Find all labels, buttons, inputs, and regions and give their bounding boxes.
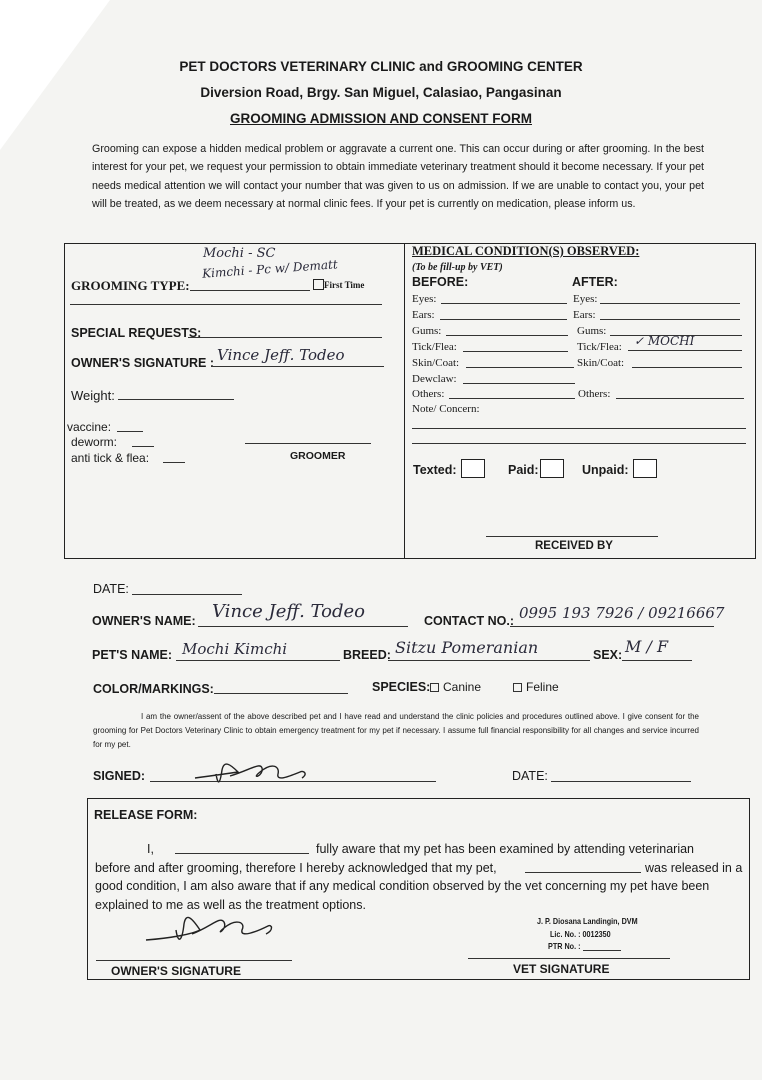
before-gums-label: Gums: <box>412 325 442 337</box>
date2-label: DATE: <box>512 769 548 783</box>
after-tick-line <box>628 350 742 351</box>
canine-checkbox[interactable] <box>430 683 439 692</box>
contact-value: 0995 193 7926 / 09216667 <box>519 604 725 622</box>
grooming-type-label: GROOMING TYPE: <box>71 278 190 293</box>
vet-name: J. P. Diosana Landingin, DVM <box>537 916 638 926</box>
canine-label: Canine <box>443 680 482 694</box>
release-text-4: was released in a <box>645 861 743 875</box>
after-ears-label: Ears: <box>573 309 596 321</box>
owner-signature-value: Vince Jeff. Todeo <box>217 346 345 364</box>
before-eyes-line <box>441 303 567 304</box>
pet-name-label: PET'S NAME: <box>92 648 173 662</box>
vet-ptr-line <box>583 950 621 951</box>
after-gums-label: Gums: <box>577 325 607 337</box>
release-text-1: I, <box>147 842 154 856</box>
sex-line <box>622 660 692 661</box>
after-label: AFTER: <box>572 275 618 289</box>
before-ears-line <box>440 319 567 320</box>
medical-title: MEDICAL CONDITION(S) OBSERVED: <box>412 244 640 258</box>
breed-label: BREED: <box>343 648 391 662</box>
grooming-extra-line <box>70 304 382 305</box>
after-eyes-line <box>600 303 740 304</box>
dewclaw-label: Dewclaw: <box>412 373 457 385</box>
owner-signature-label-bottom: OWNER'S SIGNATURE <box>111 964 241 978</box>
canine-option[interactable] <box>430 680 481 694</box>
note-line-1 <box>412 428 746 429</box>
owner-signature-line-bottom <box>96 960 292 961</box>
after-skin-label: Skin/Coat: <box>577 357 625 369</box>
weight-label: Weight: <box>71 388 115 403</box>
clinic-address: Diversion Road, Brgy. San Miguel, Calasiao, Pangasinan <box>200 85 562 100</box>
after-eyes-label: Eyes: <box>573 293 598 305</box>
color-markings-line <box>214 693 348 694</box>
first-time-label: First Time <box>324 280 365 290</box>
before-others-label: Others: <box>412 388 445 400</box>
weight-line <box>118 399 234 400</box>
owner-signature-scribble <box>190 756 315 788</box>
before-tick-label: Tick/Flea: <box>412 341 457 353</box>
after-tick-label: Tick/Flea: <box>577 341 622 353</box>
received-by-line <box>486 536 658 537</box>
pet-name-value: Mochi Kimchi <box>182 640 288 658</box>
anti-tick-line <box>163 462 185 463</box>
breed-value: Sitzu Pomeranian <box>395 638 539 657</box>
after-others-label: Others: <box>578 388 611 400</box>
unpaid-label: Unpaid: <box>582 463 629 477</box>
contact-line <box>510 626 714 627</box>
feline-option[interactable] <box>513 680 559 694</box>
release-owner-signature-scribble <box>142 908 277 948</box>
feline-checkbox[interactable] <box>513 683 522 692</box>
deworm-label: deworm: <box>71 435 118 449</box>
release-pet-line <box>525 872 641 873</box>
release-title: RELEASE FORM: <box>94 808 198 822</box>
after-skin-line <box>632 367 742 368</box>
clinic-name: PET DOCTORS VETERINARY CLINIC and GROOMING CENTER <box>179 59 583 74</box>
consent-text: I am the owner/assent of the above described pet and I have read and understand the clinic policies and procedures outlined above. I give consent for the grooming for Pet Doctors Veterinary Clinic to obtain emergency treatment for my pet if necessary. I assume full financial responsibility for all changes and service incurred for my pet. <box>93 712 699 749</box>
vaccine-label: vaccine: <box>67 420 112 434</box>
vet-signature-line <box>468 958 670 959</box>
after-others-line <box>616 398 744 399</box>
before-others-line <box>449 398 575 399</box>
grooming-type-line <box>190 290 310 291</box>
special-requests-line <box>188 337 382 338</box>
before-label: BEFORE: <box>412 275 469 289</box>
release-text-3: before and after grooming, therefore I hereby acknowledged that my pet, <box>95 861 497 875</box>
paid-label: Paid: <box>508 463 539 477</box>
deworm-line <box>132 446 154 447</box>
before-skin-line <box>466 367 574 368</box>
feline-label: Feline <box>526 680 559 694</box>
form-title: GROOMING ADMISSION AND CONSENT FORM <box>230 111 532 126</box>
groomer-label: GROOMER <box>290 450 346 462</box>
medical-panel <box>404 243 756 559</box>
intro-paragraph: Grooming can expose a hidden medical problem or aggravate a current one. This can occur during or after grooming. In the best interest for your pet, we request your permission to obtain immediate veterinary treatment should it become necessary. If your pet needs medical attention we will contact your number that was given to us on admission. If we are unable to contact you, your pet will be treated, as we deem necessary at normal clinic fees. If your pet is currently on medication, please inform us. <box>92 143 704 211</box>
vet-signature-label: VET SIGNATURE <box>513 962 610 976</box>
owner-name-value: Vince Jeff. Todeo <box>212 601 366 622</box>
grooming-type-value-2: Kimchi - Pc w/ Dematt <box>201 257 339 281</box>
date-line <box>132 594 242 595</box>
grooming-type-value-1: Mochi - SC <box>203 246 276 261</box>
groomer-line <box>245 443 371 444</box>
first-time-checkbox[interactable] <box>313 279 324 290</box>
sex-value: M / F <box>625 637 669 656</box>
date-label: DATE: <box>93 582 129 596</box>
date2-line <box>551 781 691 782</box>
after-tick-value: ✓ MOCHI <box>634 334 695 348</box>
owner-name-label: OWNER'S NAME: <box>92 614 196 628</box>
release-text-2: fully aware that my pet has been examined by attending veterinarian <box>316 842 695 856</box>
medical-subtitle: (To be fill-up by VET) <box>412 262 503 273</box>
before-tick-line <box>463 351 568 352</box>
special-requests-label: SPECIAL REQUESTS: <box>71 326 202 340</box>
contact-label: CONTACT NO.: <box>424 614 515 628</box>
before-ears-label: Ears: <box>412 309 435 321</box>
after-ears-line <box>600 319 740 320</box>
paid-checkbox[interactable] <box>540 459 564 478</box>
note-line-2 <box>412 443 746 444</box>
signed-label: SIGNED: <box>93 769 146 783</box>
vet-ptr: PTR No. : <box>548 941 581 951</box>
received-by-label: RECEIVED BY <box>535 540 613 552</box>
before-skin-label: Skin/Coat: <box>412 357 460 369</box>
owner-signature-label: OWNER'S SIGNATURE : <box>71 356 215 370</box>
texted-label: Texted: <box>413 463 457 477</box>
before-gums-line <box>446 335 568 336</box>
vaccine-line <box>117 431 143 432</box>
owner-signature-line <box>212 366 384 367</box>
before-eyes-label: Eyes: <box>412 293 437 305</box>
species-label: SPECIES: <box>372 680 431 694</box>
release-name-line <box>175 853 309 854</box>
texted-checkbox[interactable] <box>461 459 485 478</box>
color-markings-label: COLOR/MARKINGS: <box>93 682 214 696</box>
vet-license: Lic. No. : 0012350 <box>550 929 611 939</box>
sex-label: SEX: <box>593 648 623 662</box>
anti-tick-label: anti tick & flea: <box>71 451 150 465</box>
unpaid-checkbox[interactable] <box>633 459 657 478</box>
breed-line <box>388 660 590 661</box>
folded-corner <box>0 0 110 150</box>
note-label: Note/ Concern: <box>412 403 480 415</box>
owner-name-line <box>198 626 408 627</box>
release-text-5: good condition, I am also aware that if any medical condition observed by the vet concerning my pet have been explained to me as well as the treatment options. <box>95 879 710 912</box>
dewclaw-line <box>463 383 575 384</box>
pet-name-line <box>176 660 340 661</box>
